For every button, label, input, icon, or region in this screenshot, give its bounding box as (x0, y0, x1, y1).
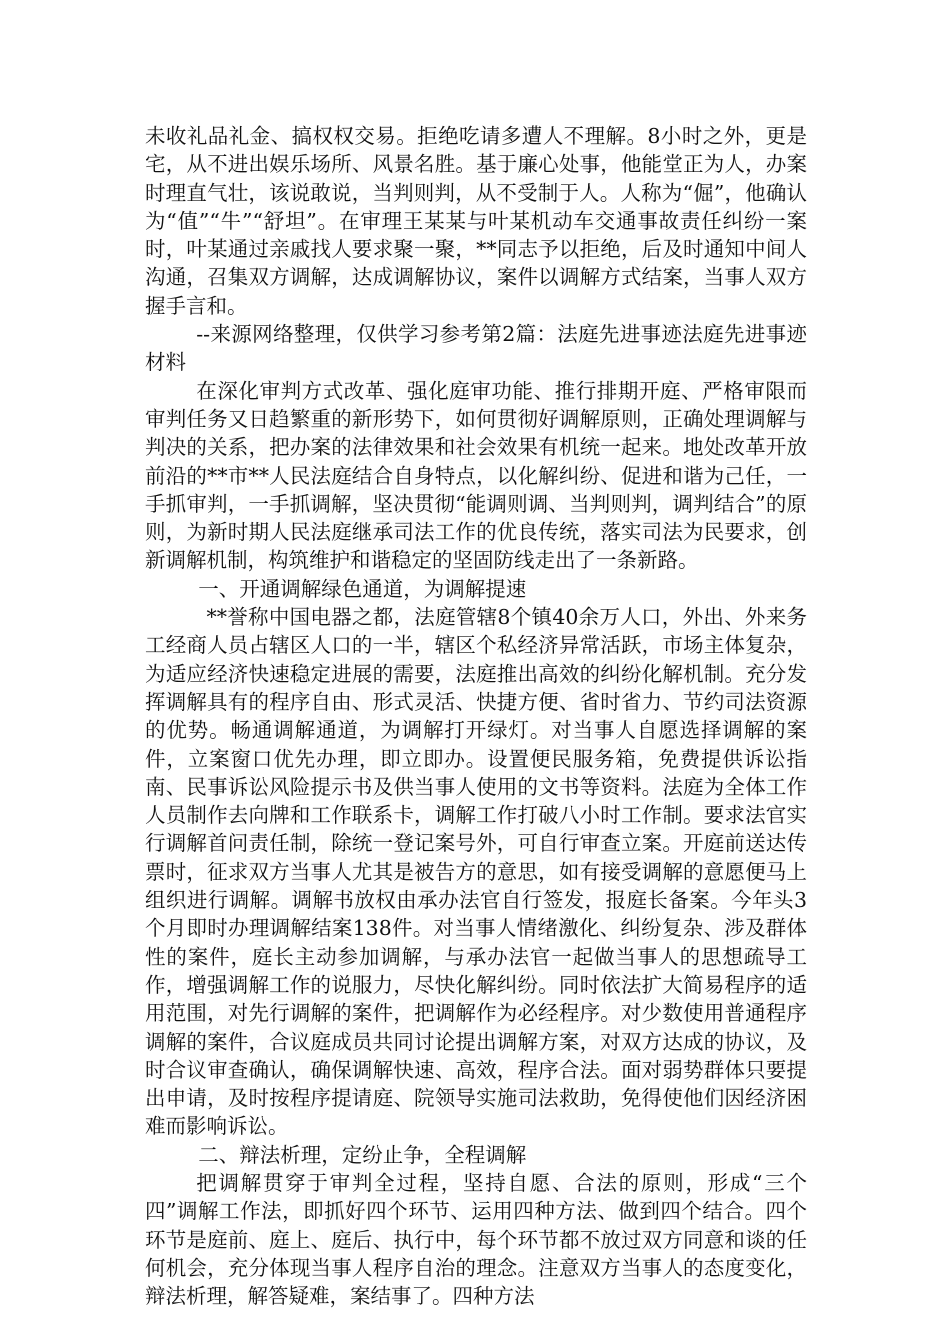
section-heading-1: 一、开通调解绿色通道，为调解提速 (198, 576, 527, 601)
body-paragraph-3: **誉称中国电器之都，法庭管辖8个镇40余万人口，外出、外来务工经商人员占辖区人口的一半，辖区个私经济异常活跃，市场主体复杂，为适应经济快速稳定进展的需要，法庭推出高效的纠纷化解机制。充分发挥调解具有的程序自由、形式灵活、快捷方便、省时省力、节约司法资源的优势。畅通调解通道，为调解打开绿灯。对当事人自愿选择调解的案件，立案窗口优先办理，即立即办。设置便民服务箱，免费提供诉讼指南、民事诉讼风险提示书及供当事人使用的文书等资料。法庭为全体工作人员制作去向牌和工作联系卡，调解工作打破八小时工作制。要求法官实行调解首问责任制，除统一登记案号外，可自行审查立案。开庭前送达传票时，征求双方当事人尤其是被告方的意思，如有接受调解的意愿便马上组织进行调解。调解书放权由承办法官自行签发，报庭长备案。今年头3个月即时办理调解结案138件。对当事人情绪激化、纠纷复杂、涉及群体性的案件，庭长主动参加调解，与承办法官一起做当事人的思想疏导工作，增强调解工作的说服力，尽快化解纠纷。同时依法扩大简易程序的适用范围，对先行调解的案件，把调解作为必经程序。对少数使用普通程序调解的案件，合议庭成员共同讨论提出调解方案，对双方达成的协议，及时合议审查确认，确保调解快速、高效，程序合法。面对弱势群体只要提出申请，及时按程序提请庭、院领导实施司法救助，免得使他们因经济困难而影响诉讼。 (145, 605, 807, 1139)
source-note-paragraph: --来源网络整理，仅供学习参考第2篇：法庭先进事迹法庭先进事迹材料 (145, 322, 807, 375)
body-paragraph-2: 在深化审判方式改革、强化庭审功能、推行排期开庭、严格审限而审判任务又日趋繁重的新形势下，如何贯彻好调解原则，正确处理调解与判决的关系，把办案的法律效果和社会效果有机统一起来。地处改革开放前沿的**市**人民法庭结合自身特点，以化解纠纷、促进和谐为己任，一手抓审判，一手抓调解，坚决贯彻“能调则调、当判则判，调判结合”的原则，为新时期人民法庭继承司法工作的优良传统，落实司法为民要求，创新调解机制，构筑维护和谐稳定的坚固防线走出了一条新路。 (145, 378, 807, 573)
section-heading-2: 二、辩法析理，定纷止争，全程调解 (198, 1142, 527, 1167)
body-paragraph-4: 把调解贯穿于审判全过程，坚持自愿、合法的原则，形成“三个四”调解工作法，即抓好四个环节、运用四种方法、做到四个结合。四个环节是庭前、庭上、庭后、执行中，每个环节都不放过双方同意和谈的任何机会，充分体现当事人程序自治的理念。注意双方当事人的态度变化，辩法析理，解答疑难，案结事了。四种方法 (145, 1170, 807, 1309)
body-paragraph-1: 未收礼品礼金、搞权权交易。拒绝吃请多遭人不理解。8小时之外，更是宅，从不进出娱乐场所、风景名胜。基于廉心处事，他能堂正为人，办案时理直气壮，该说敢说，当判则判，从不受制于人。人称为“倔”，他确认为“值”“牛”“舒坦”。在审理王某某与叶某机动车交通事故责任纠纷一案时，叶某通过亲戚找人要求聚一聚，**同志予以拒绝，后及时通知中间人沟通，召集双方调解，达成调解协议，案件以调解方式结案，当事人双方握手言和。 (145, 124, 807, 318)
document-page (145, 122, 807, 1310)
